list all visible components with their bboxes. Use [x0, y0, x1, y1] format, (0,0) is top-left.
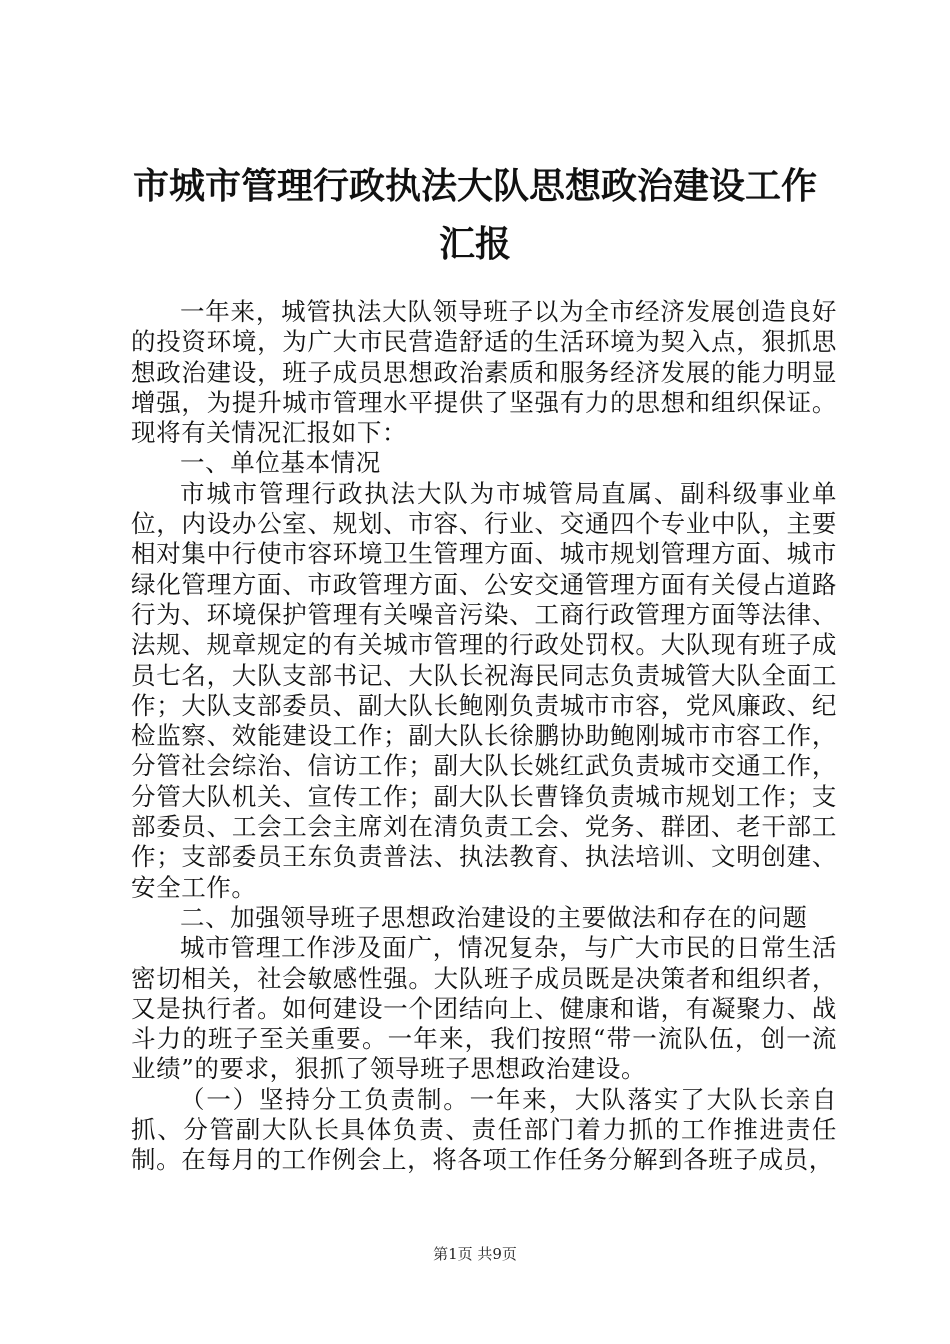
paragraph-unit-info: 市城市管理行政执法大队为市城管局直属、副科级事业单位，内设办公室、规划、市容、行业、交通四个专业中队，主要相对集中行使市容环境卫生管理方面、城市规划管理方面、城市绿化管理方面、市政管理方面、公安交通管理方面有关侵占道路行为、环境保护管理有关噪音污染、工商行政管理方面等法律、法规、规章规定的有关城市管理的行政处罚权。大队现有班子成员七名，大队支部书记、大队长祝海民同志负责城管大队全面工作；大队支部委员、副大队长鲍刚负责城市市容，党风廉政、纪检监察、效能建设工作；副大队长徐鹏协助鲍刚城市市容工作，分管社会综治、信访工作；副大队长姚红武负责城市交通工作，分管大队机关、宣传工作；副大队长曹锋负责城市规划工作；支部委员、工会工会主席刘在清负责工会、党务、群团、老干部工作；支部委员王东负责普法、执法教育、执法培训、文明创建、安全工作。 [131, 478, 837, 902]
section-heading-1: 一、单位基本情况 [180, 448, 381, 478]
document-body [131, 297, 837, 1176]
paragraph-practice: 城市管理工作涉及面广，情况复杂，与广大市民的日常生活密切相关，社会敏感性强。大队班子成员既是决策者和组织者，又是执行者。如何建设一个团结向上、健康和谐，有凝聚力、战斗力的班子至关重要。一年来，我们按照“带一流队伍，创一流业绩”的要求，狠抓了领导班子思想政治建设。 [131, 933, 837, 1084]
paragraph-responsibility: （一）坚持分工负责制。一年来，大队落实了大队长亲自抓、分管副大队长具体负责、责任部门着力抓的工作推进责任制。在每月的工作例会上，将各项工作任务分解到各班子成员， [131, 1084, 837, 1175]
paragraph-intro: 一年来，城管执法大队领导班子以为全市经济发展创造良好的投资环境，为广大市民营造舒适的生活环境为契入点，狠抓思想政治建设，班子成员思想政治素质和服务经济发展的能力明显增强，为提升城市管理水平提供了坚强有力的思想和组织保证。现将有关情况汇报如下： [131, 297, 837, 448]
document-title: 市城市管理行政执法大队思想政治建设工作汇报 [132, 166, 817, 265]
section-heading-2: 二、加强领导班子思想政治建设的主要做法和存在的问题 [180, 902, 808, 932]
page-number-footer: 第1页 共9页 [433, 1245, 517, 1263]
